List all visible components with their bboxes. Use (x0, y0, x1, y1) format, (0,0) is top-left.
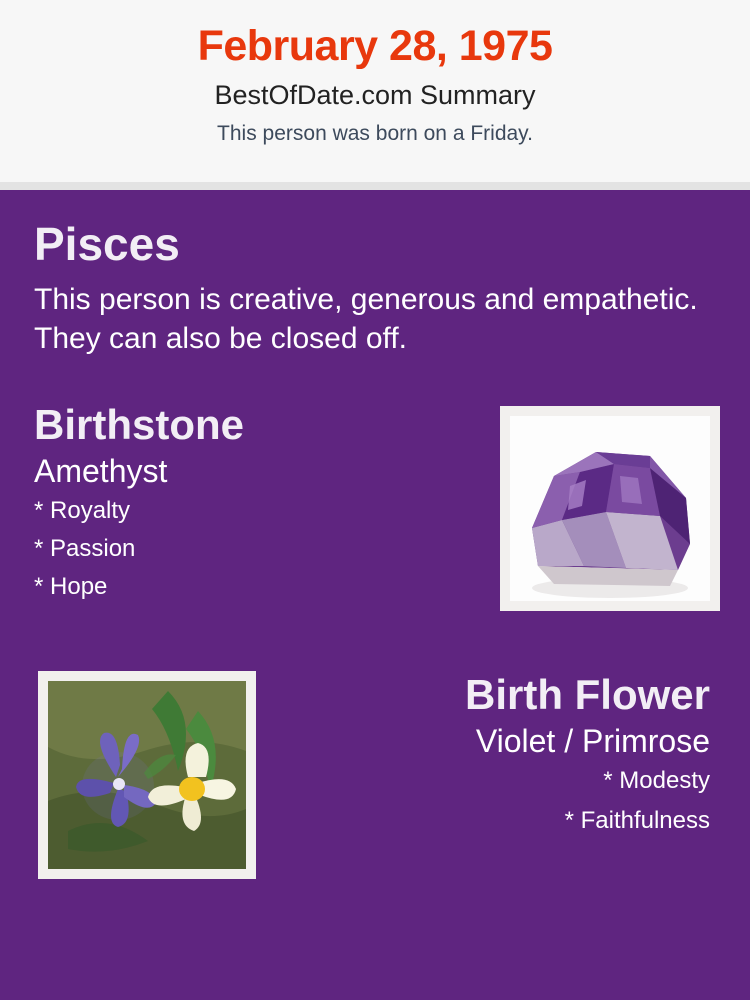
birthflower-trait: * Modesty (603, 766, 710, 794)
birthstone-title: Birthstone (34, 400, 244, 448)
birthstone-trait: * Royalty (34, 496, 131, 524)
zodiac-sign-name: Pisces (34, 218, 180, 270)
header (0, 0, 750, 182)
birthflower-photo-frame (38, 671, 256, 879)
zodiac-description: This person is creative, generous and empathetic. They can also be closed off. (34, 282, 698, 356)
header-divider (0, 182, 750, 190)
birthstone-name: Amethyst (34, 452, 168, 489)
birthstone-trait: * Hope (34, 572, 108, 600)
birthstone-photo-frame (500, 406, 720, 611)
summary-panel (0, 190, 750, 1000)
zodiac-section (32, 216, 718, 359)
birthflower-trait: * Faithfulness (564, 806, 710, 834)
page-title: February 28, 1975 (197, 22, 553, 70)
birthstone-section (32, 401, 718, 631)
birthflower-name: Violet / Primrose (475, 722, 710, 759)
site-name: BestOfDate.com Summary (214, 80, 536, 111)
birthstone-trait: * Passion (34, 534, 136, 562)
birth-day-note: This person was born on a Friday. (217, 121, 533, 145)
violet-primrose-flower-icon (48, 681, 246, 869)
amethyst-crystal-icon (510, 416, 710, 601)
birthflower-title: Birth Flower (464, 670, 710, 718)
birthflower-section (32, 671, 718, 881)
